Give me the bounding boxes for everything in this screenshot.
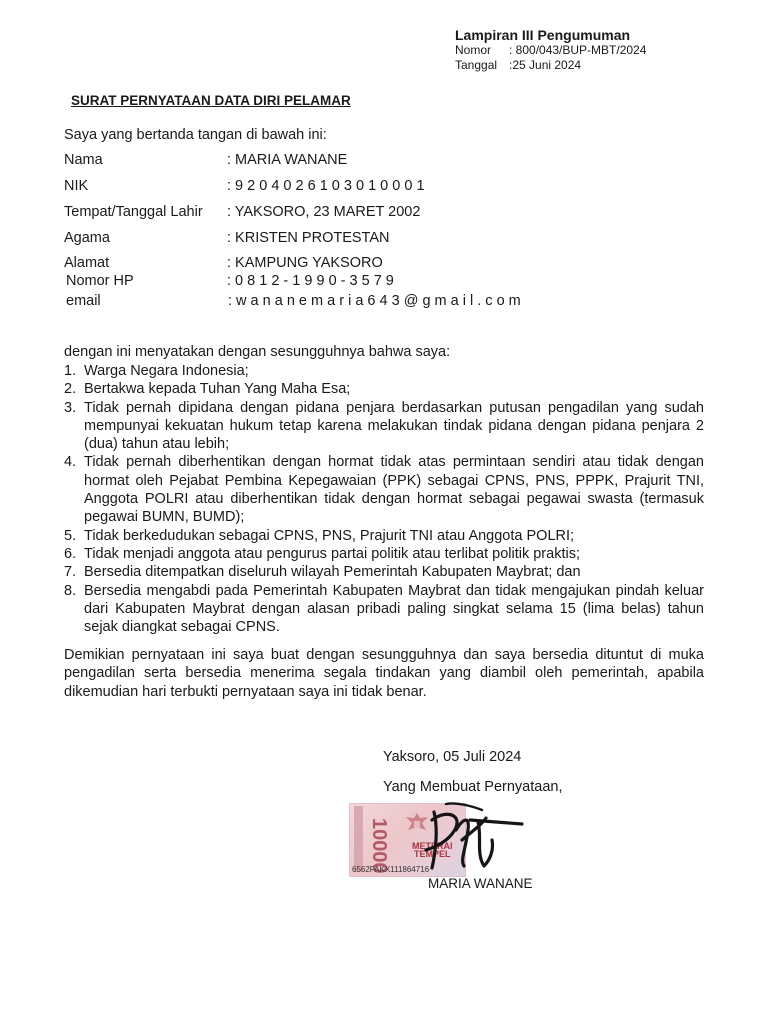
list-item (64, 545, 704, 563)
list-item (64, 362, 704, 380)
list-item (64, 380, 704, 398)
item-number: 6. (64, 545, 77, 562)
item-number: 1. (64, 363, 77, 379)
email-label: email (66, 293, 101, 309)
item-number: 3. (64, 399, 77, 416)
item-text: Tidak berkedudukan sebagai CPNS, PNS, Prajurit TNI atau Anggota POLRI; (84, 527, 575, 544)
item-text: Bertakwa kepada Tuhan Yang Maha Esa; (84, 381, 351, 398)
item-number: 7. (64, 564, 77, 581)
stamp-word-2: TEMPEL (413, 849, 451, 859)
birth-value: : YAKSORO, 23 MARET 2002 (227, 204, 421, 220)
item-number: 8. (64, 582, 77, 599)
list-item (64, 453, 704, 526)
handwritten-signature-icon (386, 800, 526, 880)
date-label: Tanggal (455, 58, 498, 72)
email-value: : w a n a n e m a r i a 6 4 3 @ g m a i l . c o m (228, 293, 521, 309)
number-label: Nomor (455, 43, 492, 57)
date-value: :25 Juni 2024 (509, 58, 582, 72)
address-value: : KAMPUNG YAKSORO (227, 255, 383, 271)
signer-role: Yang Membuat Pernyataan, (383, 779, 563, 795)
item-number: 4. (64, 454, 77, 471)
statement-intro: dengan ini menyatakan dengan sesungguhnya bahwa saya: (64, 344, 451, 360)
item-text: Tidak menjadi anggota atau pengurus partai politik atau terlibat politik praktis; (84, 545, 580, 562)
religion-label: Agama (64, 230, 110, 246)
item-text: Bersedia ditempatkan diseluruh wilayah Pemerintah Kabupaten Maybrat; dan (84, 564, 581, 581)
place-date: Yaksoro, 05 Juli 2024 (383, 749, 522, 765)
stamp-denomination: 10000 (368, 818, 390, 874)
address-label: Alamat (64, 255, 110, 271)
item-number: 5. (64, 527, 77, 544)
item-number: 2. (64, 381, 77, 398)
item-text: Tidak pernah dipidana dengan pidana penjara berdasarkan putusan pengadilan yang sudah mempunyai kekuatan hukum tetap karena melakukan tindak pidana dengan pidana penjara 2 (dua) tahun atau lebih; (84, 399, 704, 453)
list-item (64, 582, 704, 637)
list-item (64, 399, 704, 454)
closing-paragraph: Demikian pernyataan ini saya buat dengan sesungguhnya dan saya bersedia dituntut di muka pengadilan serta bersedia menerima segala tindakan yang diambil oleh pemerintah, apabila dikemudian hari terbukti pernyataan saya ini tidak benar. (64, 647, 704, 700)
name-label: Nama (64, 152, 103, 168)
document-title: SURAT PERNYATAAN DATA DIRI PELAMAR (71, 93, 351, 108)
item-text: Warga Negara Indonesia; (84, 363, 249, 379)
statement-list (64, 362, 704, 636)
stamp-serial: 6562FAKX111864716 (352, 865, 430, 874)
nik-value: : 9 2 0 4 0 2 6 1 0 3 0 1 0 0 0 1 (227, 178, 425, 194)
signer-name: MARIA WANANE (428, 876, 533, 891)
phone-value: : 0 8 1 2 - 1 9 9 0 - 3 5 7 9 (227, 273, 394, 289)
religion-value: : KRISTEN PROTESTAN (227, 230, 390, 246)
item-text: Tidak pernah diberhentikan dengan hormat tidak atas permintaan sendiri atau tidak dengan hormat oleh Pejabat Pembina Kepegawaian (PPK) sebagai CPNS, PNS, PPPK, Prajurit TNI, Anggota POLRI atau diberhentikan tidak dengan hormat sebagai pegawai swasta (termasuk pegawai BUMN, BUMD); (84, 454, 704, 526)
attachment-number (455, 43, 646, 57)
phone-label: Nomor HP (66, 273, 134, 289)
number-value: : 800/043/BUP-MBT/2024 (509, 43, 647, 57)
list-item (64, 527, 704, 545)
stamp-band (354, 806, 363, 872)
birth-label: Tempat/Tanggal Lahir (64, 204, 203, 220)
attachment-title: Lampiran III Pengumuman (455, 27, 631, 43)
item-text: Bersedia mengabdi pada Pemerintah Kabupaten Maybrat dan tidak mengajukan pindah keluar dari Kabupaten Maybrat dengan alasan pribadi paling singkat selama 15 (lima belas) tahun sejak diangkat sebagai CPNS. (84, 582, 704, 636)
intro-text: Saya yang bertanda tangan di bawah ini: (64, 127, 327, 143)
attachment-date (455, 58, 581, 72)
name-value: : MARIA WANANE (227, 152, 348, 168)
list-item (64, 563, 704, 581)
nik-label: NIK (64, 178, 89, 194)
stamp-word-1: METERAI (412, 841, 453, 851)
